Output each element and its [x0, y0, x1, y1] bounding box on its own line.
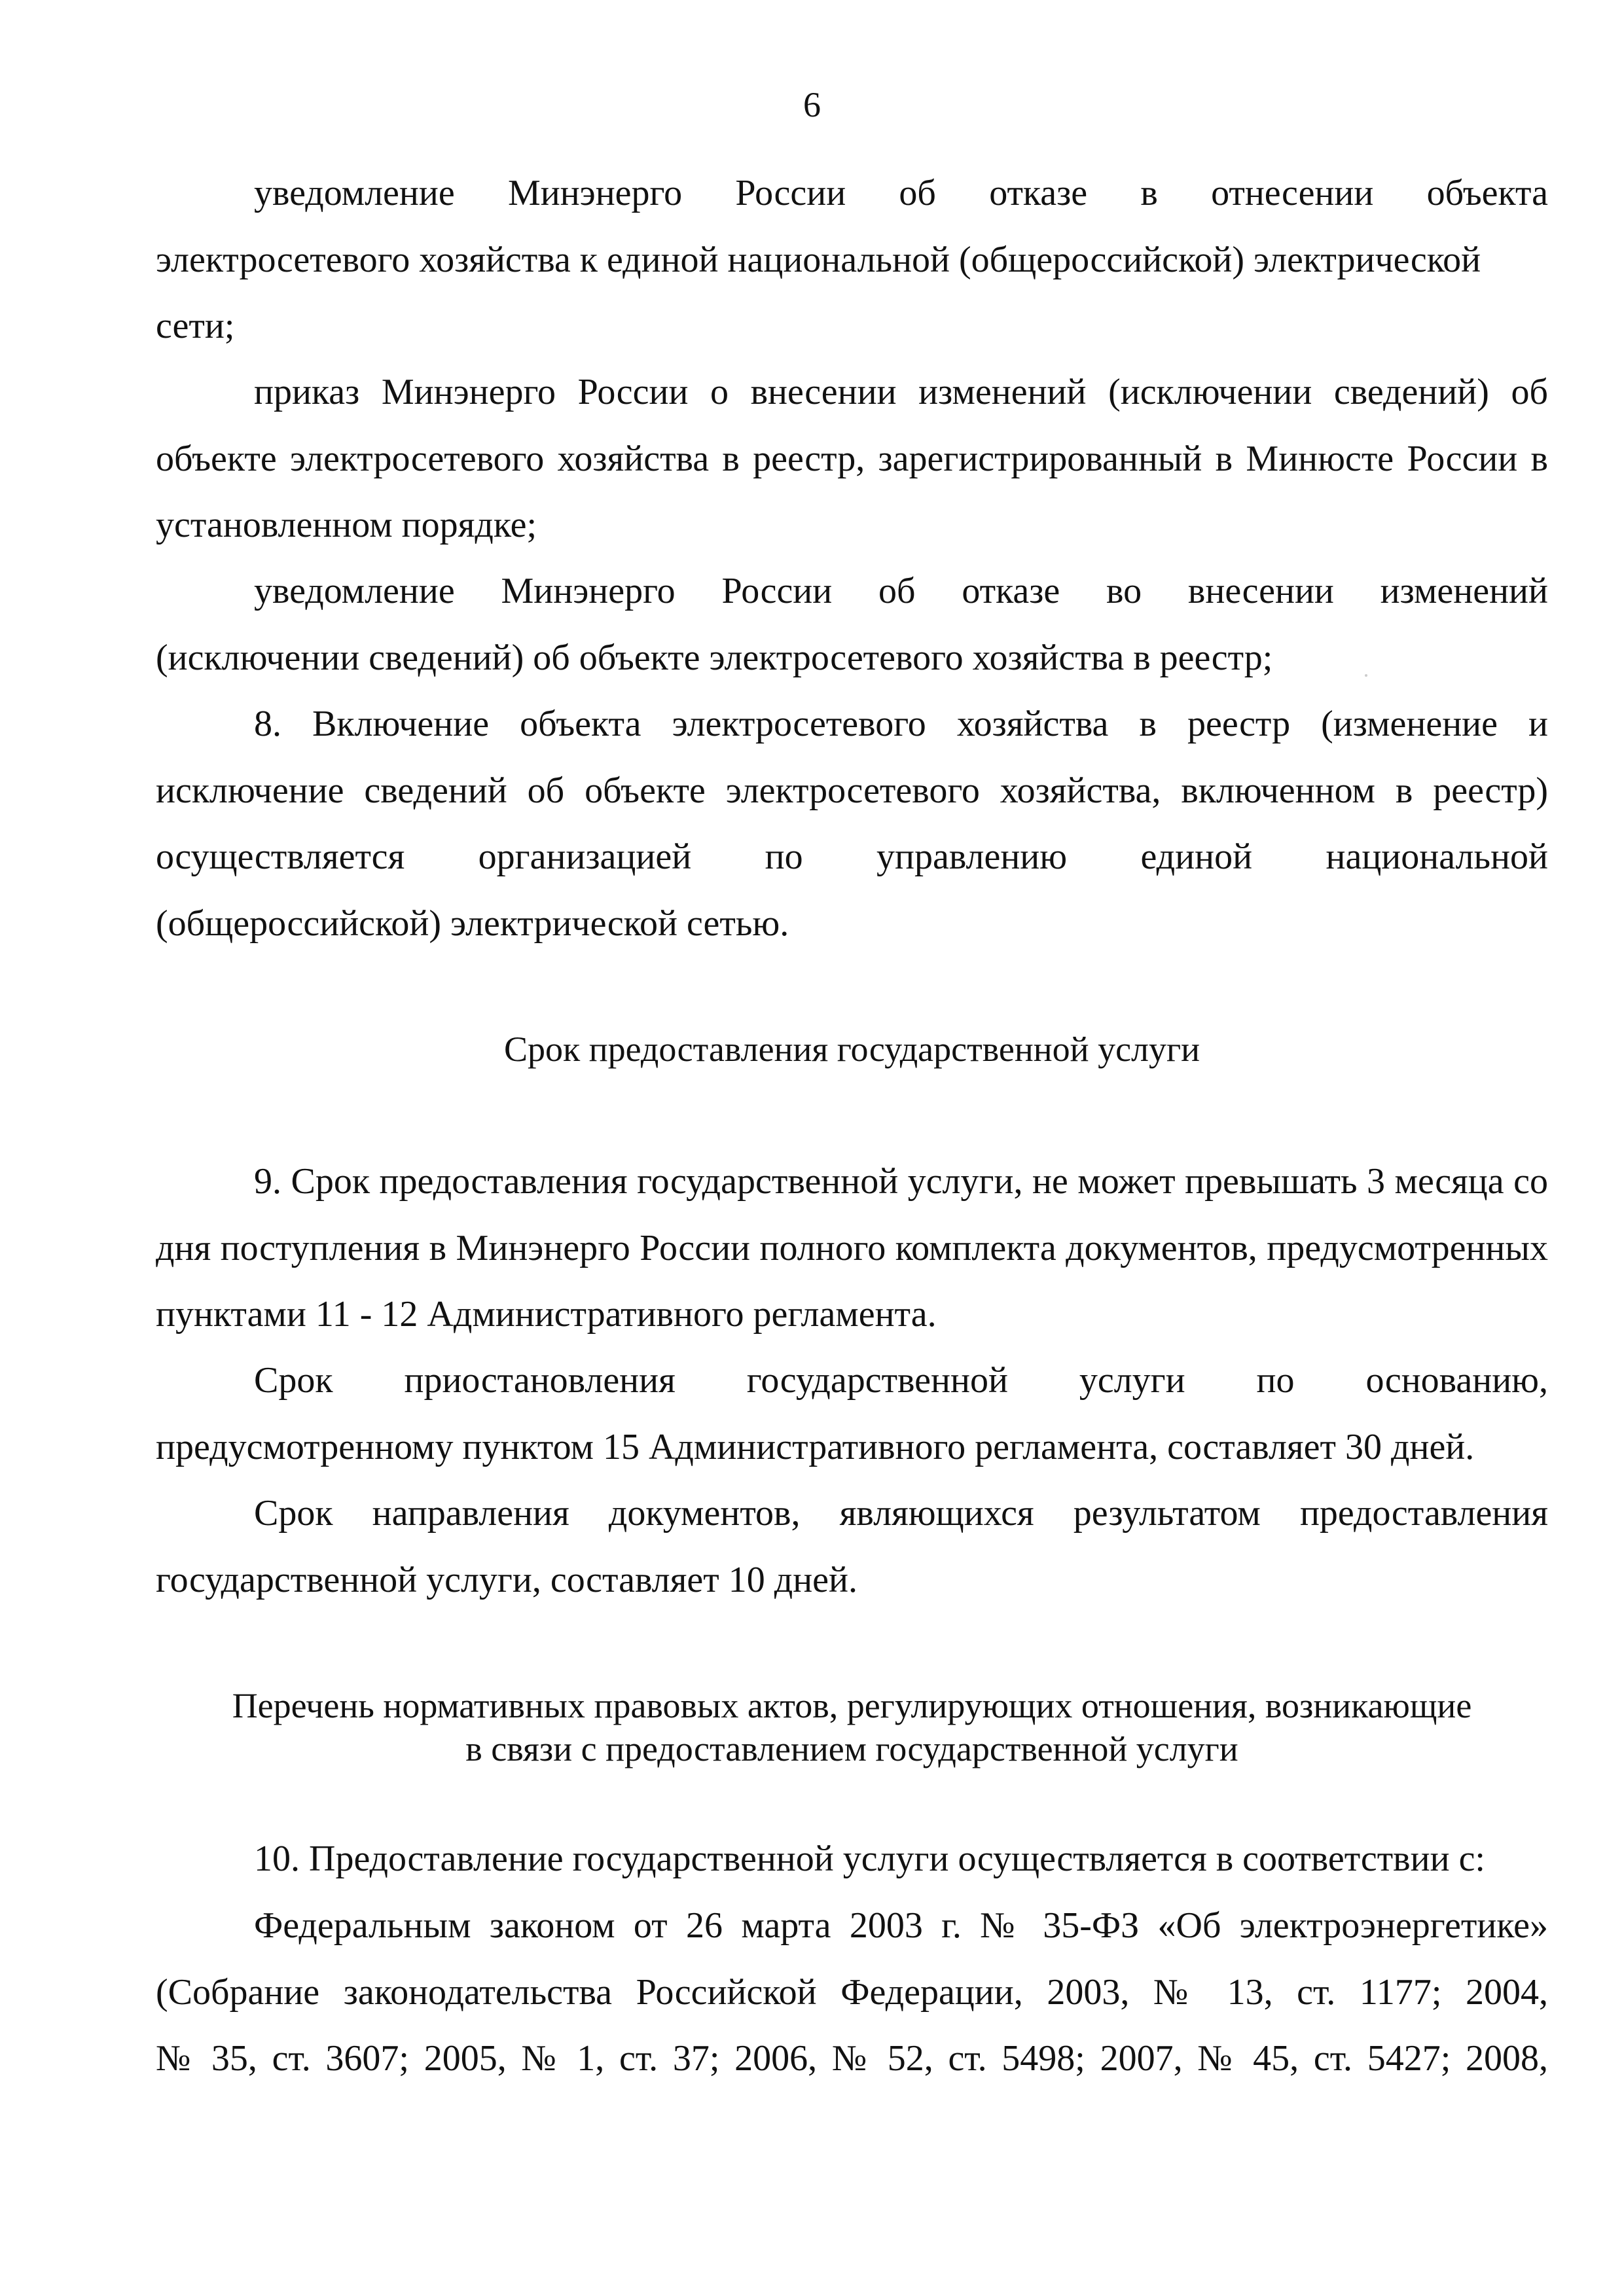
page-number: 6 [803, 85, 821, 124]
paragraph-sending-term: Срок направления документов, являющихся результатом предоставления государственной услуги, составляет 10 дней. [156, 1493, 1548, 1600]
paragraph-text: электросетевого хозяйства к единой национальной (общероссийской) электрической сети; [156, 239, 1481, 346]
paragraph-item-10: 10. Предоставление государственной услуги осуществляется в соответствии с: [254, 1839, 1485, 1879]
paragraph-notification-refusal-changes [156, 558, 1548, 691]
paragraph-federal-law [156, 1893, 1548, 2092]
paragraph-item-9: 9. Срок предоставления государственной услуги, не может превышать 3 месяца со дня поступления в Минэнерго России полного комплекта документов, предусмотренных пунктами 11 - 12 Административного регламента. [156, 1161, 1548, 1335]
paragraph-line: осуществляется организацией по управлению единой национальной [156, 836, 1548, 877]
heading-line: в связи с предоставлением государственной услуги [465, 1729, 1238, 1768]
heading-line: Перечень нормативных правовых актов, регулирующих отношения, возникающие [232, 1686, 1472, 1725]
section-heading-term: Срок предоставления государственной услуги [503, 1030, 1200, 1069]
paragraph-text: 8. Включение объекта электросетевого хозяйства в реестр (изменение и исключение сведений об объекте электросетевого хозяйства, включенном в реестр) [156, 704, 1548, 811]
paragraph-line: Срок приостановления государственной услуги по основанию, [254, 1360, 1548, 1401]
paragraph-line: предусмотренному пунктом 15 Административного регламента, составляет 30 дней. [156, 1426, 1475, 1467]
paragraph-line: № 35, ст. 3607; 2005, № 1, ст. 37; 2006, № 52, ст. 5498; 2007, № 45, ст. 5427; 2008, [156, 2038, 1548, 2079]
paragraph-order-changes: приказ Минэнерго России о внесении изменений (исключении сведений) об объекте электросетевого хозяйства в реестр, зарегистрированный в Минюсте России в установленном порядке; [156, 372, 1548, 545]
paragraph-line: уведомление Минэнерго России об отказе в отнесении объекта [254, 173, 1548, 213]
paragraph-notification-refusal [156, 160, 1548, 360]
paragraph-line: Федеральным законом от 26 марта 2003 г. № 35-ФЗ «Об электроэнергетике» [254, 1905, 1548, 1946]
scan-speck [1365, 674, 1367, 677]
paragraph-line: уведомление Минэнерго России об отказе во внесении изменений [254, 571, 1548, 611]
section-heading-legal-acts [156, 1684, 1548, 1770]
paragraph-line: (общероссийской) электрической сетью. [156, 903, 789, 944]
paragraph-line: (Собрание законодательства Российской Федерации, 2003, № 13, ст. 1177; 2004, [156, 1971, 1548, 2013]
paragraph-line: (исключении сведений) об объекте электросетевого хозяйства в реестр; [156, 637, 1273, 678]
paragraph-item-8 [156, 691, 1548, 957]
paragraph-suspension-term [156, 1348, 1548, 1480]
